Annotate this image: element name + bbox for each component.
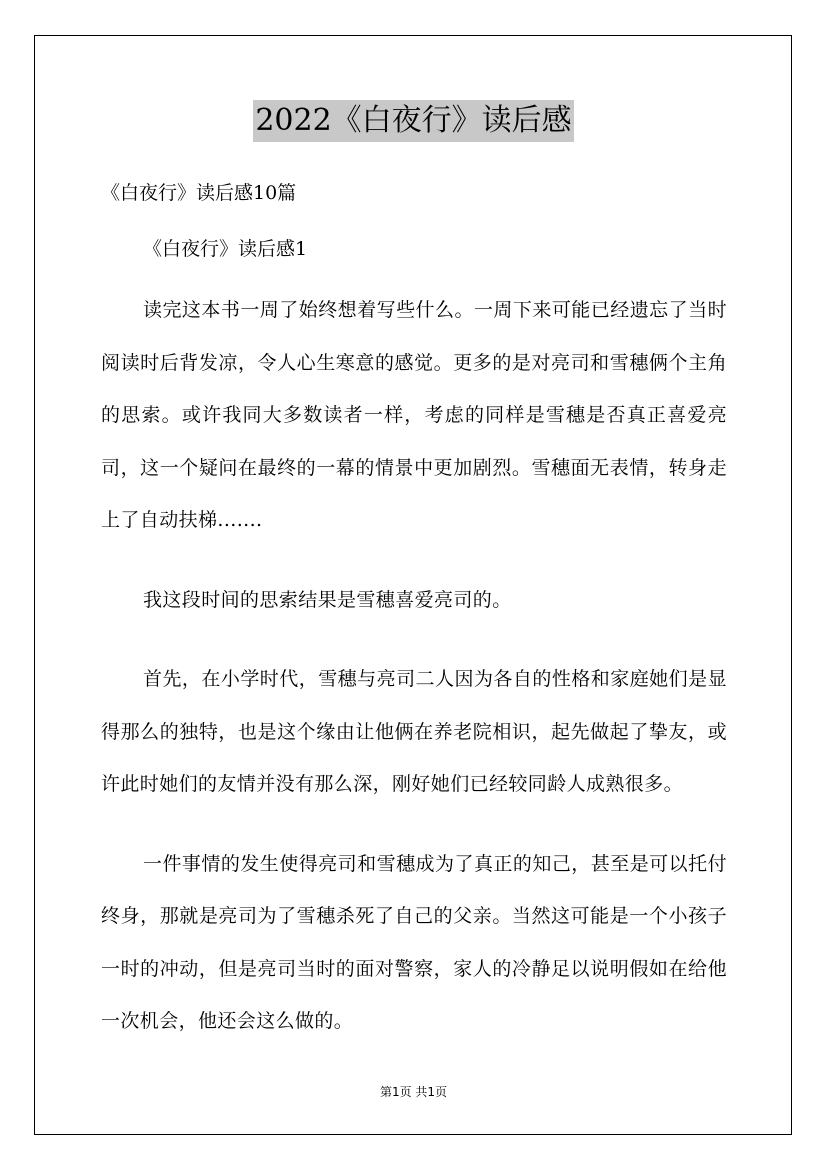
page-footer: 第1页 共1页 bbox=[379, 1085, 448, 1099]
paragraph: 一件事情的发生使得亮司和雪穗成为了真正的知己，甚至是可以托付终身，那就是亮司为了雪穗杀死了自己的父亲。当然这可能是一个小孩子一时的冲动，但是亮司当时的面对警察，家人的冷静足以说明假如在给他一次机会，他还会这么做的。 bbox=[101, 852, 727, 1032]
paragraph: 首先，在小学时代，雪穗与亮司二人因为各自的性格和家庭她们是显得那么的独特，也是这个缘由让他俩在养老院相识，起先做起了挚友，或许此时她们的友情并没有那么深，刚好她们已经较同龄人成熟很多。 bbox=[101, 668, 727, 795]
paragraph: 读完这本书一周了始终想着写些什么。一周下来可能已经遗忘了当时阅读时后背发凉，令人心生寒意的感觉。更多的是对亮司和雪穗俩个主角的思索。或许我同大多数读者一样，考虑的同样是雪穗是否真正喜爱亮司，这一个疑问在最终的一幕的情景中更加剧烈。雪穗面无表情，转身走上了自动扶梯....... bbox=[101, 299, 727, 531]
title-container bbox=[0, 100, 827, 142]
body-text bbox=[101, 284, 727, 1075]
document-title: 2022《白夜行》读后感 bbox=[253, 100, 573, 142]
paragraph: 我这段时间的思索结果是雪穗喜爱亮司的。 bbox=[143, 588, 512, 611]
section-heading: 《白夜行》读后感1 bbox=[143, 238, 308, 260]
document-subtitle: 《白夜行》读后感10篇 bbox=[101, 182, 297, 204]
